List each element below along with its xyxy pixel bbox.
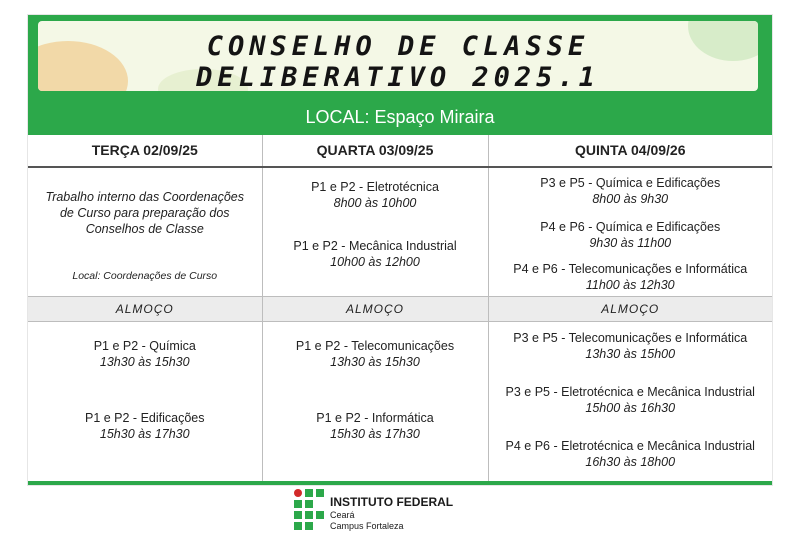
quinta-morning-cell [488, 167, 772, 297]
session-time: 15h30 às 17h30 [99, 427, 190, 441]
lunch-row [28, 297, 772, 322]
note-line: de Curso para preparação dos [59, 206, 230, 220]
list-item [489, 219, 773, 251]
column-header-terca: TERÇA 02/09/25 [28, 135, 262, 167]
note-line: Conselhos de Classe [85, 222, 204, 236]
list-item [489, 261, 773, 293]
title-line-2: DELIBERATIVO 2025.1 [196, 62, 600, 91]
session-time: 13h30 às 15h30 [99, 355, 190, 369]
session-group: P1 e P2 - Edificações [84, 411, 205, 425]
banner-panel [38, 21, 758, 91]
note-location: Local: Coordenações de Curso [72, 270, 218, 282]
poster-title [38, 31, 758, 91]
quinta-afternoon-cell [488, 322, 772, 483]
session-time: 15h00 às 16h30 [585, 401, 676, 415]
schedule-table [28, 135, 772, 482]
terca-morning-cell [28, 167, 262, 297]
session-group: P4 e P6 - Química e Edificações [540, 220, 721, 234]
session-time: 8h00 às 9h30 [592, 192, 669, 206]
internal-work-note [28, 168, 262, 237]
session-time: 9h30 às 11h00 [589, 236, 672, 250]
session-group: P1 e P2 - Eletrotécnica [311, 180, 439, 194]
list-item [28, 410, 262, 442]
list-item [28, 322, 262, 370]
list-item [263, 410, 488, 442]
title-banner [28, 15, 772, 93]
column-header-quarta: QUARTA 03/09/25 [262, 135, 488, 167]
session-time: 10h00 às 12h00 [330, 255, 420, 269]
logo-line-3: Campus Fortaleza [330, 521, 404, 531]
afternoon-row [28, 322, 772, 483]
list-item [489, 438, 773, 470]
session-group: P1 e P2 - Química [93, 339, 196, 353]
session-group: P1 e P2 - Telecomunicações [295, 339, 455, 353]
terca-afternoon-cell [28, 322, 262, 483]
title-line-1: CONSELHO DE CLASSE [206, 31, 590, 62]
note-line: Trabalho interno das Coordenações [45, 190, 244, 204]
session-group: P3 e P5 - Química e Edificações [540, 176, 721, 190]
header-row [28, 135, 772, 167]
session-time: 15h30 às 17h30 [330, 427, 420, 441]
list-item [489, 384, 773, 416]
schedule-poster [28, 15, 772, 485]
session-time: 16h30 às 18h00 [585, 455, 676, 469]
session-group: P4 e P6 - Eletrotécnica e Mecânica Industrial [505, 439, 755, 453]
quarta-afternoon-cell [262, 322, 488, 483]
list-item [263, 168, 488, 211]
list-item [263, 322, 488, 370]
if-logo-icon [294, 489, 326, 531]
session-time: 11h00 às 12h30 [585, 278, 675, 292]
session-time: 13h30 às 15h00 [585, 347, 676, 361]
logo-line-1: INSTITUTO FEDERAL [330, 495, 454, 509]
session-group: P3 e P5 - Telecomunicações e Informática [513, 331, 748, 345]
list-item [263, 238, 488, 270]
column-header-quinta: QUINTA 04/09/26 [488, 135, 772, 167]
session-time: 13h30 às 15h30 [330, 355, 420, 369]
quarta-morning-cell [262, 167, 488, 297]
lunch-label: ALMOÇO [262, 297, 488, 322]
lunch-label: ALMOÇO [28, 297, 262, 322]
session-time: 8h00 às 10h00 [333, 196, 417, 210]
institution-logo [294, 489, 494, 535]
list-item [489, 168, 773, 207]
session-group: P3 e P5 - Eletrotécnica e Mecânica Industrial [505, 385, 755, 399]
location-bar [28, 93, 772, 135]
logo-line-2: Ceará [330, 510, 355, 520]
session-group: P1 e P2 - Mecânica Industrial [293, 239, 457, 253]
session-group: P1 e P2 - Informática [316, 411, 434, 425]
lunch-label: ALMOÇO [488, 297, 772, 322]
session-group: P4 e P6 - Telecomunicações e Informática [513, 262, 748, 276]
morning-row [28, 167, 772, 297]
footer-divider [28, 481, 772, 485]
location-label: LOCAL: Espaço Miraira [305, 107, 495, 127]
list-item [489, 322, 773, 362]
